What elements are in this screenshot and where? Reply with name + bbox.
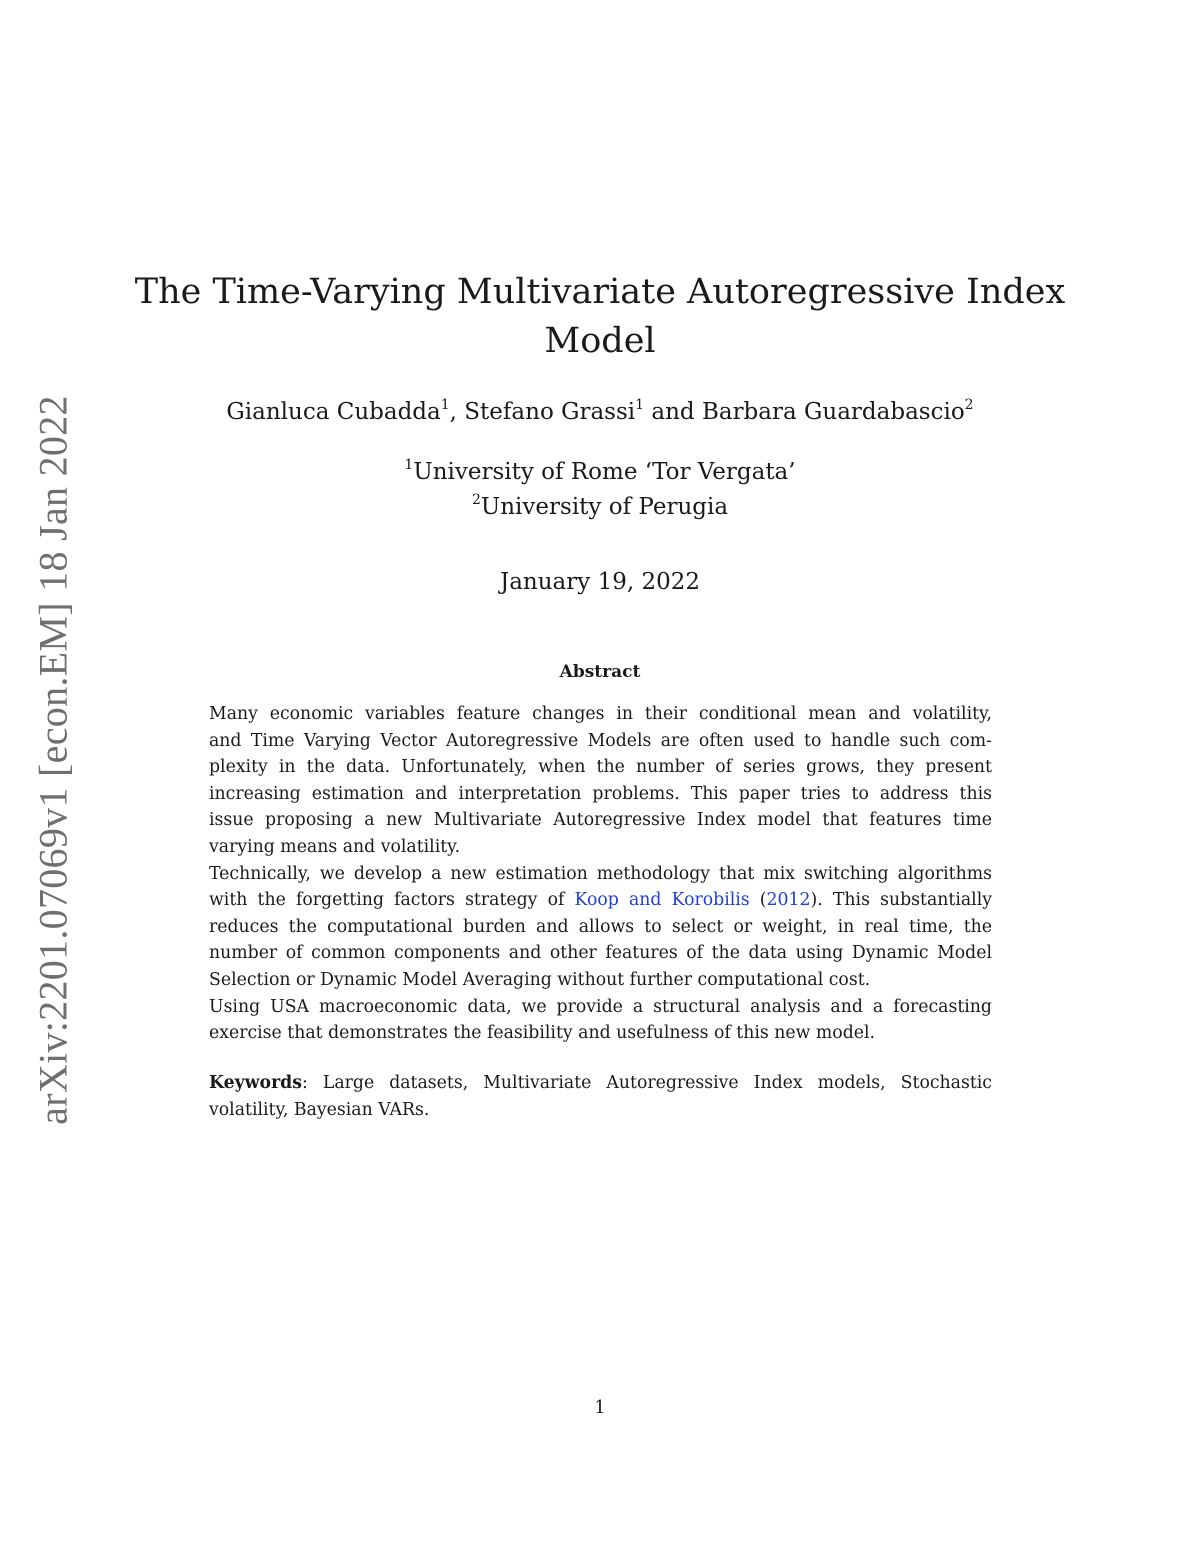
affiliation: [0, 490, 1200, 525]
abstract-line: Using USA macroeconomic data, we provide a structural analysis and a forecasting: [209, 996, 992, 1017]
abstract-line: Many economic variables feature changes in their conditional mean and volatility,: [209, 704, 992, 724]
author-separator: and: [644, 399, 702, 425]
author-affiliation-mark: 1: [635, 397, 645, 413]
page-number: 1: [594, 1397, 606, 1418]
keywords-label: Keywords: [209, 1073, 302, 1093]
abstract-line: issue proposing a new Multivariate Autoregressive Index model that features time: [209, 810, 992, 831]
abstract-body: [209, 701, 992, 1047]
keywords-block: [209, 1070, 992, 1123]
keywords-line: [209, 1070, 992, 1097]
citation-paren: (: [749, 890, 767, 911]
abstract-line: and Time Varying Vector Autoregressive Models are often used to handle such com-: [209, 730, 992, 751]
abstract-line: increasing estimation and interpretation problems. This paper tries to address this: [209, 783, 992, 804]
abstract-line: reduces the computational burden and allows to select or weight, in real time, the: [209, 916, 992, 937]
author-name: Barbara Guardabascio: [701, 399, 965, 425]
affiliation-name: University of Perugia: [480, 494, 729, 520]
paper-date: January 19, 2022: [500, 569, 700, 595]
abstract-line: Technically, we develop a new estimation methodology that mix switching algorithms: [209, 863, 992, 884]
citation-trail-text: ). This substantially: [810, 890, 992, 911]
author-separator: ,: [449, 399, 465, 425]
affiliation-name: University of Rome ‘Tor Vergata’: [413, 459, 796, 485]
affiliation: [0, 455, 1200, 490]
title-line-1: The Time-Varying Multivariate Autoregressive Index: [134, 272, 1066, 312]
keywords-line: volatility, Bayesian VARs.: [209, 1099, 430, 1120]
abstract-line: exercise that demonstrates the feasibility and usefulness of this new model.: [209, 1023, 876, 1044]
author-list: [0, 396, 1200, 428]
abstract-line: plexity in the data. Unfortunately, when the number of series grows, they present: [209, 757, 992, 778]
affiliation-mark: 2: [471, 492, 481, 508]
author-affiliation-mark: 2: [964, 397, 974, 413]
arxiv-stamp: arXiv:2201.07069v1 [econ.EM] 18 Jan 2022: [30, 395, 76, 1125]
author-affiliation-mark: 1: [440, 397, 450, 413]
affiliation-list: [0, 455, 1200, 525]
author-name: Stefano Grassi: [464, 399, 636, 425]
citation-authors-link[interactable]: Koop and Korobilis: [574, 890, 750, 911]
abstract-heading: Abstract: [559, 662, 641, 682]
author-name: Gianluca Cubadda: [226, 399, 441, 425]
citation-lead-text: with the forgetting factors strategy of: [209, 890, 575, 911]
citation-year-link[interactable]: 2012: [766, 890, 811, 911]
keywords-text: : Large datasets, Multivariate Autoregressive Index models, Stochastic: [302, 1073, 992, 1093]
title-line-2: Model: [544, 321, 656, 361]
paper-title: [0, 268, 1200, 366]
abstract-citation-line: [209, 887, 992, 914]
abstract-line: number of common components and other features of the data using Dynamic Model: [209, 943, 992, 964]
abstract-line: Selection or Dynamic Model Averaging without further computational cost.: [209, 969, 871, 990]
abstract-line: varying means and volatility.: [209, 836, 461, 857]
affiliation-mark: 1: [404, 457, 414, 473]
